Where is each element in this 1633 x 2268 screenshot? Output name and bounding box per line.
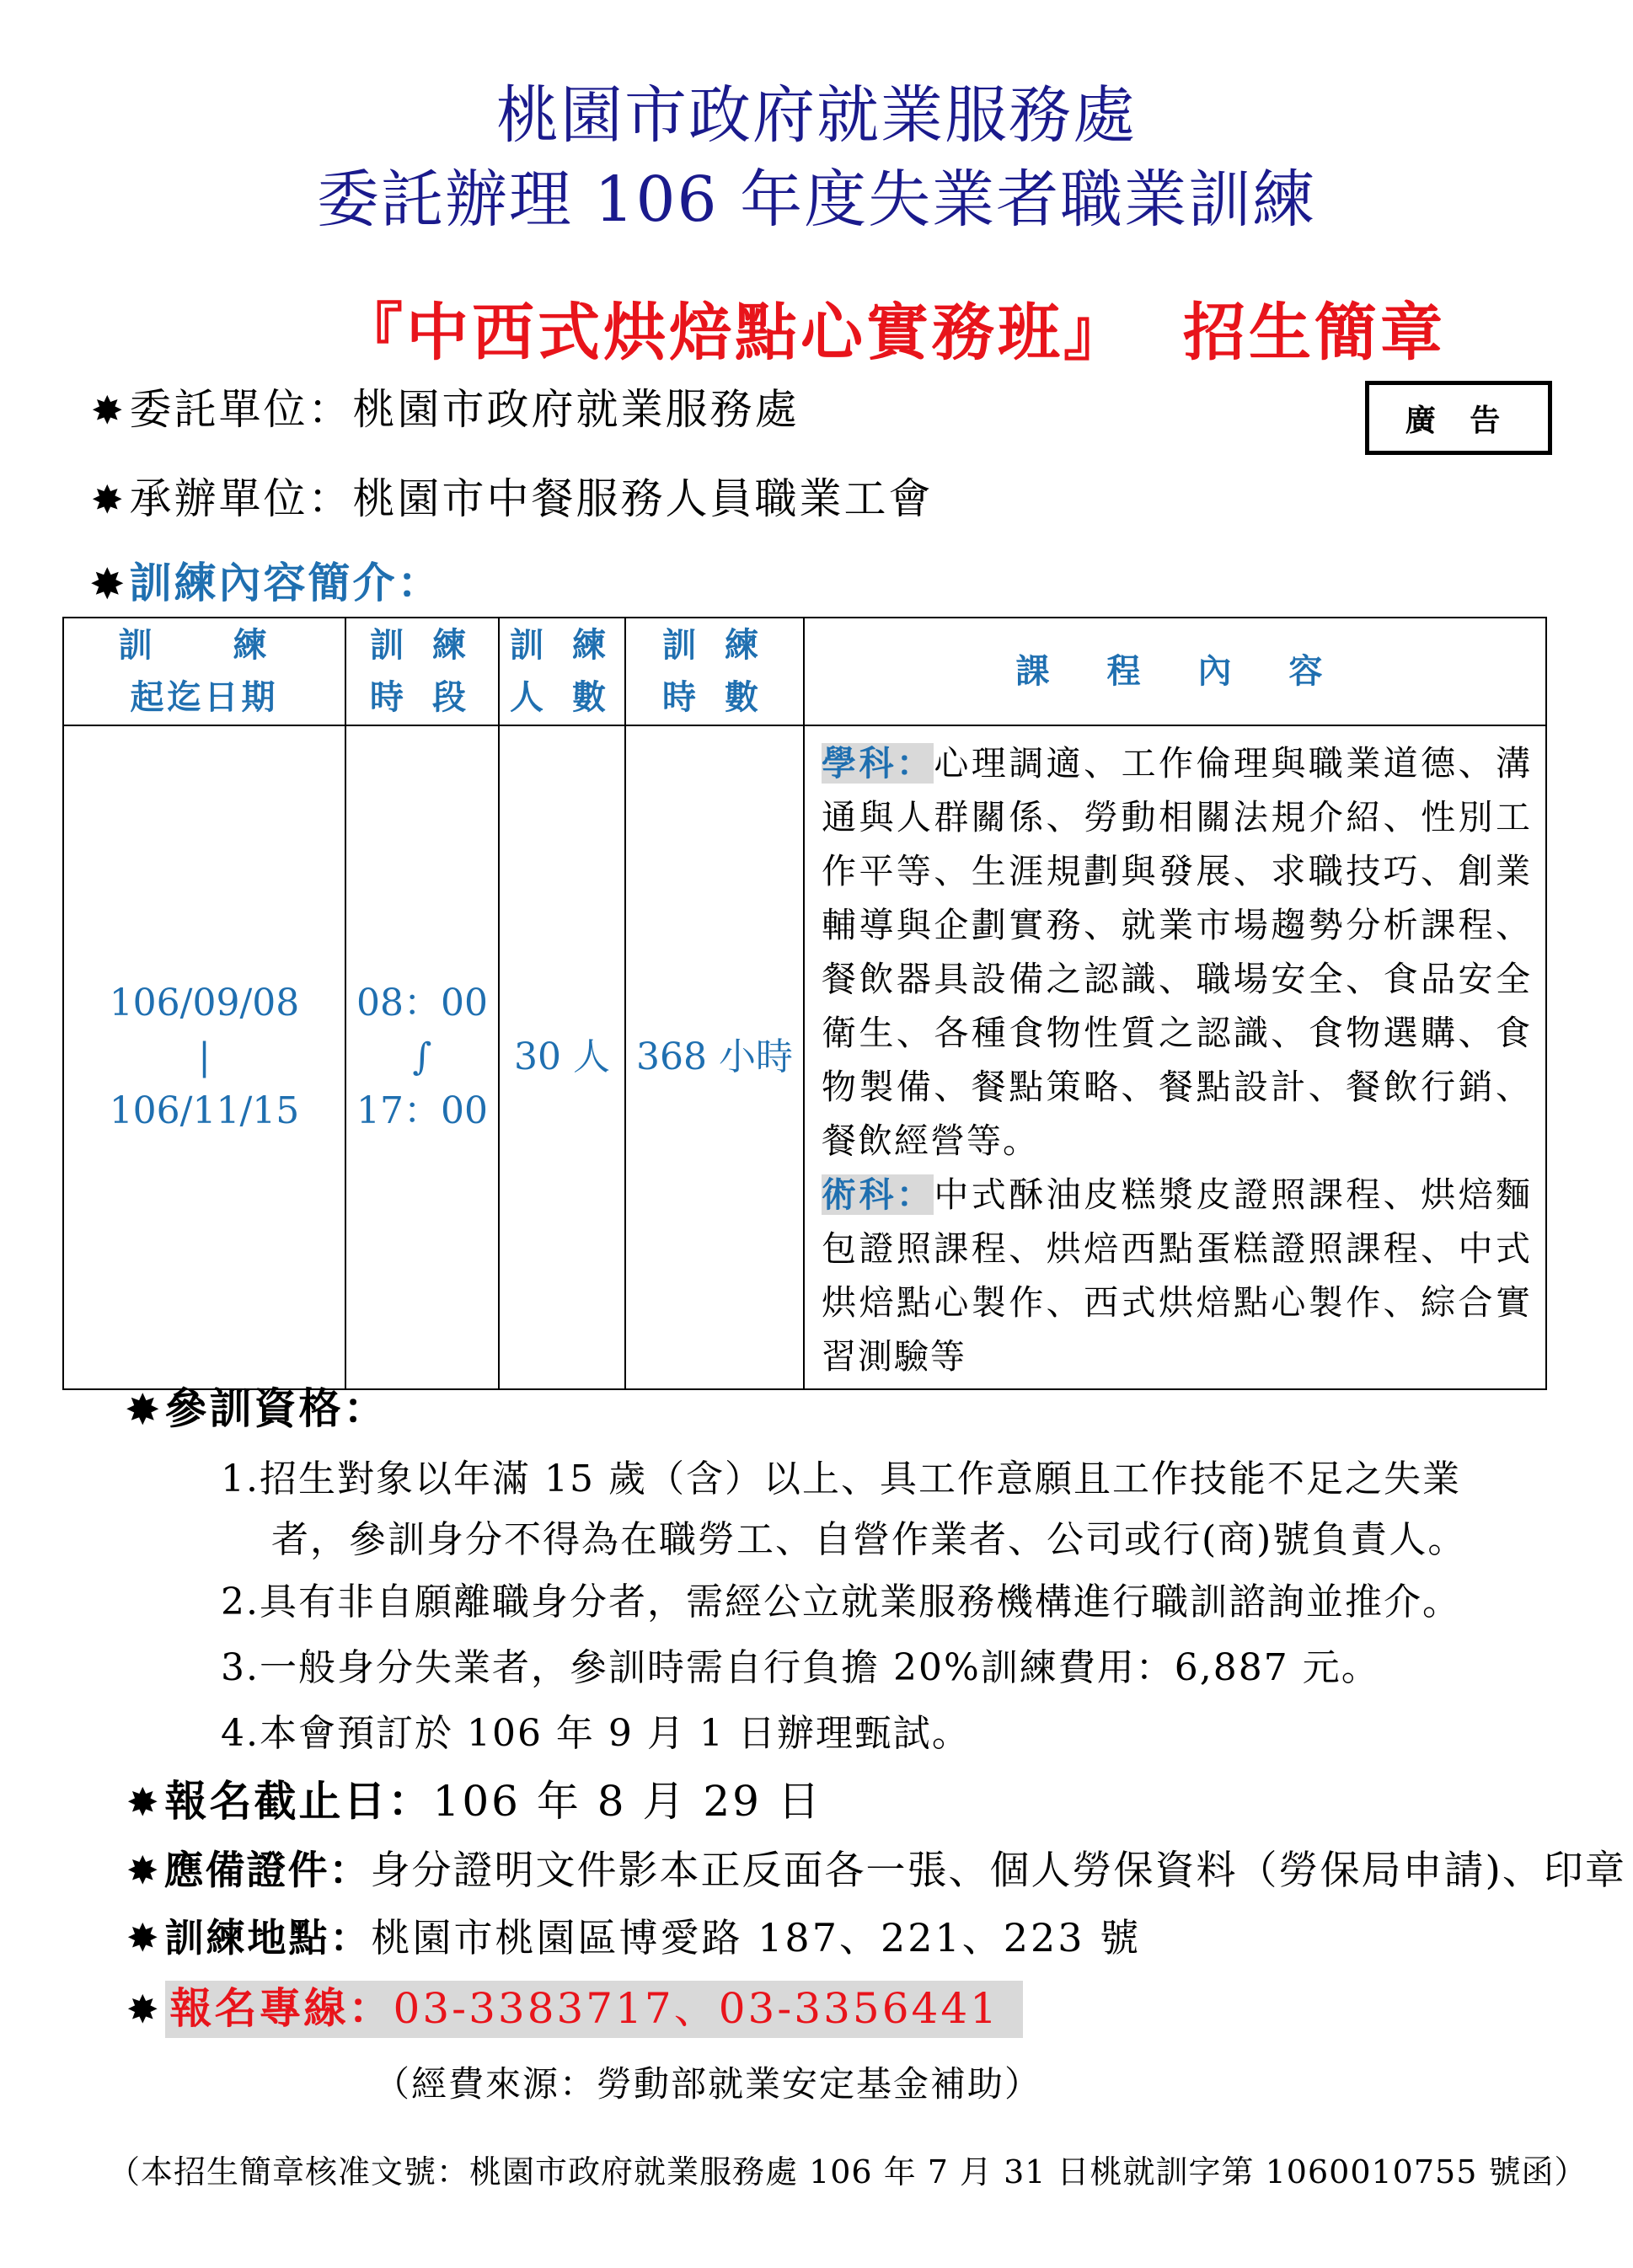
table-header-row <box>63 618 1546 725</box>
ad-badge: 廣 告 <box>1365 381 1552 455</box>
header-hours: 訓 練 時 數 <box>625 618 804 725</box>
eligibility-item-4: 4.本會預訂於 106 年 9 月 1 日辦理甄試。 <box>221 1712 971 1755</box>
table-row <box>63 725 1546 1389</box>
training-hours: 368 小時 <box>625 725 804 1389</box>
star-burst-icon: ✸ <box>91 477 126 522</box>
eligibility-item-2: 2.具有非自願離職身分者，需經公立就業服務機構進行職訓諮詢並推介。 <box>221 1581 1461 1623</box>
training-location: ✸訓練地點：桃園市桃園區博愛路 187、221、223 號 <box>126 1915 1142 1960</box>
organizer-unit: ✸承辦單位：桃園市中餐服務人員職業工會 <box>91 474 934 523</box>
star-burst-icon: ✸ <box>126 1387 162 1432</box>
header-people: 訓 練 人 數 <box>499 618 625 725</box>
eligibility-title: ✸參訓資格： <box>126 1383 388 1433</box>
star-burst-icon: ✸ <box>126 1915 162 1960</box>
registration-hotline: ✸ 報名專線：03-3383717、03-3356441 <box>126 1983 1023 2035</box>
page-title-line1: 桃園市政府就業服務處 <box>496 79 1137 152</box>
page-title-line2: 委託辦理 106 年度失業者職業訓練 <box>316 163 1317 236</box>
practice-text: 中式酥油皮糕漿皮證照課程、烘焙麵包證照課程、烘焙西點蛋糕證照課程、中式烘焙點心製作、西式烘焙點心製作、綜合實習測驗等 <box>822 1174 1533 1377</box>
star-burst-icon: ✸ <box>126 1987 162 2032</box>
theory-label: 學科： <box>822 743 934 784</box>
header-content: 課 程 內 容 <box>804 618 1546 725</box>
course-name: 『中西式烘焙點心實務班』 <box>340 297 1129 369</box>
brochure-label: 招生簡章 <box>1183 297 1446 369</box>
eligibility-item-1: 1.招生對象以年滿 15 歲（含）以上、具工作意願且工作技能不足之失業 <box>221 1458 1461 1500</box>
commission-unit: ✸委託單位：桃園市政府就業服務處 <box>91 385 800 434</box>
funding-source: （經費來源：勞動部就業安定基金補助） <box>374 2063 1042 2105</box>
course-content <box>804 725 1546 1389</box>
eligibility-item-3: 3.一般身分失業者，參訓時需自行負擔 20%訓練費用：6,887 元。 <box>221 1646 1380 1689</box>
header-time: 訓 練 時 段 <box>345 618 499 725</box>
training-people: 30 人 <box>499 725 625 1389</box>
training-time: 08：00 ∫ 17：00 <box>345 725 499 1389</box>
deadline: ✸報名截止日：106 年 8 月 29 日 <box>126 1776 822 1826</box>
theory-text: 心理調適、工作倫理與職業道德、溝通與人群關係、勞動相關法規介紹、性別工作平等、生涯規劃與發展、求職技巧、創業輔導與企劃實務、就業市場趨勢分析課程、餐飲器具設備之認識、職場安全、食品安全衛生、各種食物性質之認識、食物選購、食物製備、餐點策略、餐點設計、餐飲行銷、餐飲經營等。 <box>822 743 1533 1161</box>
training-table <box>62 617 1547 1390</box>
training-period: 106/09/08 | 106/11/15 <box>63 725 345 1389</box>
star-burst-icon: ✸ <box>126 1848 161 1893</box>
star-burst-icon: ✸ <box>91 388 126 433</box>
practice-label: 術科： <box>822 1174 934 1215</box>
star-burst-icon: ✸ <box>126 1779 162 1825</box>
eligibility-item-1-cont: 者，參訓身分不得為在職勞工、自營作業者、公司或行(商)號負責人。 <box>271 1518 1467 1561</box>
training-section-title: ✸訓練內容簡介： <box>91 558 442 607</box>
header-period: 訓 練 起迄日期 <box>63 618 345 725</box>
required-documents: ✸應備證件：身分證明文件影本正反面各一張、個人勞保資料（勞保局申請)、印章 <box>126 1848 1626 1894</box>
approval-number: （本招生簡章核准文號：桃園市政府就業服務處 106 年 7 月 31 日桃就訓字第 1060010755 號函） <box>108 2153 1587 2190</box>
star-burst-icon: ✸ <box>91 561 126 607</box>
